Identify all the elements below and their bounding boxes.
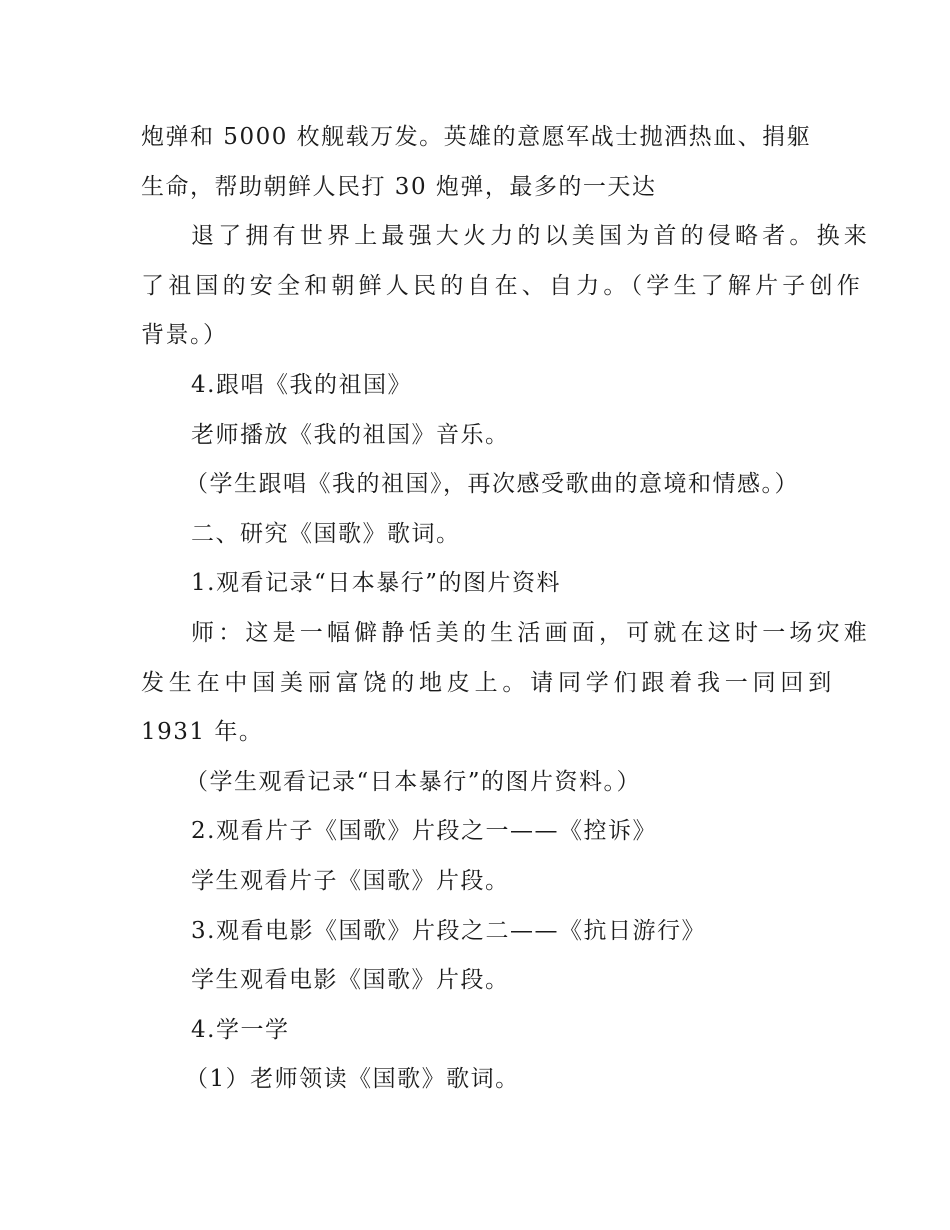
- text-line-8: （学生跟唱《我的祖国》，再次感受歌曲的意境和情感。）: [185, 471, 799, 498]
- section-heading-film-clip-2: 3.观看电影《国歌》片段之二——《抗日游行》: [191, 917, 706, 944]
- section-heading-film-clip-1: 2.观看片子《国歌》片段之一——《控诉》: [191, 818, 657, 845]
- section-heading-sing-along: 4.跟唱《我的祖国》: [191, 371, 412, 398]
- text-line-14: （学生观看记录“日本暴行”的图片资料。）: [185, 768, 642, 795]
- section-heading-view-photos: 1.观看记录“日本暴行”的图片资料: [191, 570, 561, 597]
- text-line-5: 背景。）: [141, 322, 228, 349]
- text-line-3: 退了拥有世界上最强大火力的以美国为首的侵略者。换来: [191, 223, 871, 250]
- text-line-20: （1）老师领读《国歌》歌词。: [185, 1066, 520, 1093]
- text-line-4: 了祖国的安全和朝鲜人民的自在、自力。（学生了解片子创作: [141, 272, 864, 299]
- text-line-12: 发生在中国美丽富饶的地皮上。请同学们跟着我一同回到: [141, 669, 836, 696]
- document-body: [141, 113, 871, 1105]
- text-line-11: 师：这是一幅僻静恬美的生活画面，可就在这时一场灾难: [191, 619, 871, 646]
- text-line-16: 学生观看片子《国歌》片段。: [191, 867, 510, 894]
- text-line-1: 炮弹和 5000 枚舰载万发。英雄的意愿军战士抛洒热血、捐躯: [141, 124, 812, 150]
- text-line-7: 老师播放《我的祖国》音乐。: [191, 421, 510, 448]
- text-line-2: 生命，帮助朝鲜人民打 30 炮弹，最多的一天达: [141, 173, 657, 200]
- text-line-18: 学生观看电影《国歌》片段。: [191, 967, 510, 994]
- section-heading-anthem-lyrics: 二、研究《国歌》歌词。: [191, 520, 461, 547]
- text-line-13: 1931 年。: [141, 719, 264, 746]
- section-heading-learn: 4.学一学: [191, 1016, 290, 1043]
